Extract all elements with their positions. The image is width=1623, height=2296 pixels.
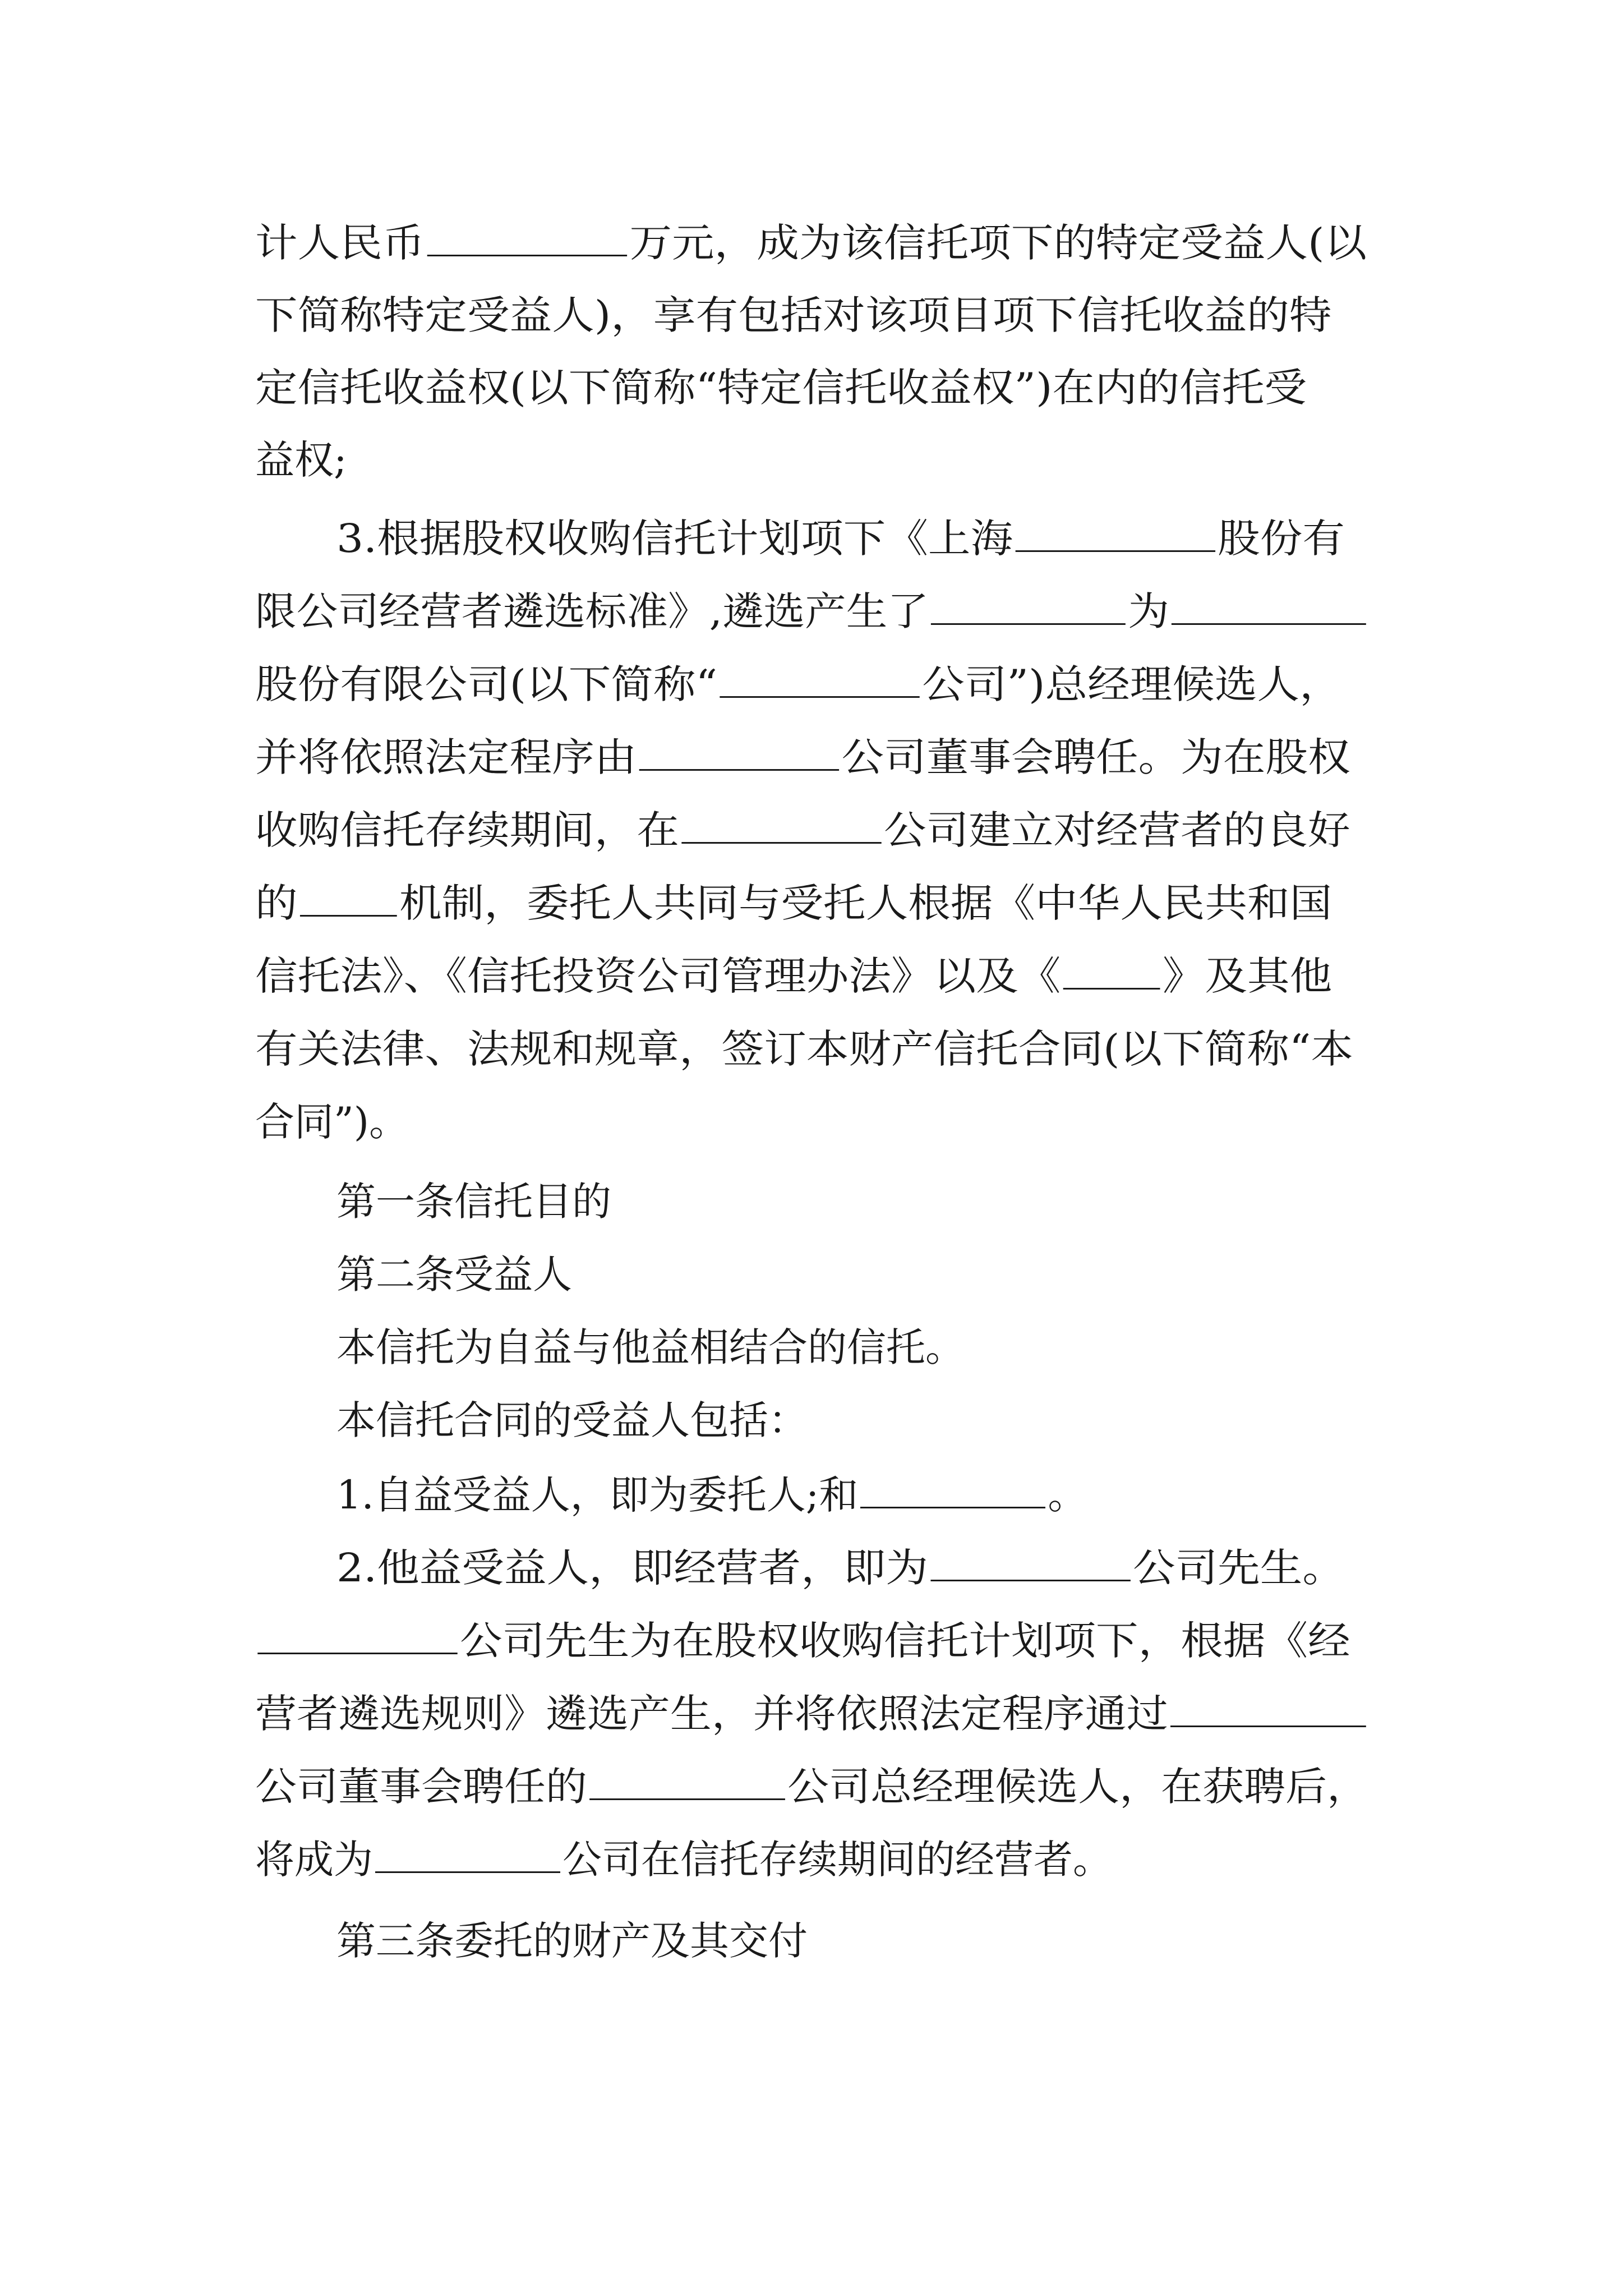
text-segment: 第二条受益人 [336, 1251, 572, 1297]
text-line [336, 510, 1345, 567]
text-line [255, 656, 1342, 712]
text-segment: 股份有限公司(以下简称“ [255, 661, 718, 707]
text-segment: 第一条信托目的 [336, 1179, 611, 1225]
text-line [336, 1174, 611, 1230]
text-line [255, 1021, 1353, 1077]
fill-in-blank[interactable] [1015, 513, 1215, 553]
text-line [255, 1759, 1368, 1815]
text-segment: 的 [255, 880, 298, 926]
text-line [255, 432, 347, 488]
text-line [255, 287, 1331, 343]
text-segment: 本信托合同的受益人包括： [336, 1397, 808, 1443]
text-line [255, 948, 1332, 1004]
fill-in-blank[interactable] [639, 732, 839, 771]
fill-in-blank[interactable] [1172, 586, 1366, 625]
fill-in-blank[interactable] [427, 218, 627, 257]
text-line [255, 802, 1350, 858]
text-segment: 公司总经理候选人，在获聘后， [787, 1764, 1369, 1810]
text-line [336, 1913, 808, 1969]
text-line [255, 875, 1332, 931]
text-segment: 营者遴选规则》遴选产生，并将依照法定程序通过 [255, 1691, 1168, 1737]
text-segment: 股份有 [1218, 516, 1345, 562]
text-line [255, 583, 1368, 639]
text-segment: 。 [1048, 1472, 1087, 1518]
text-line [336, 1392, 808, 1448]
text-line [255, 1832, 1112, 1888]
text-segment: 公司先生。 [1132, 1545, 1345, 1591]
text-segment: 合同”)。 [255, 1099, 409, 1145]
text-segment: 本信托为自益与他益相结合的信托。 [336, 1324, 965, 1370]
text-line [255, 215, 1367, 271]
fill-in-blank[interactable] [720, 659, 919, 698]
fill-in-blank[interactable] [1063, 951, 1160, 990]
fill-in-blank[interactable] [1170, 1688, 1366, 1728]
text-line [255, 1094, 408, 1150]
text-segment: 收购信托存续期间，在 [255, 807, 679, 853]
text-segment: 并将依照法定程序由 [255, 734, 637, 780]
text-segment: 有关法律、法规和规章，签订本财产信托合同(以下简称“本 [255, 1026, 1354, 1072]
text-segment: 公司先生为在股权收购信托计划项下，根据《经 [460, 1618, 1350, 1664]
text-line [255, 1686, 1368, 1742]
text-line [336, 1467, 1087, 1523]
text-segment: 下简称特定受益人)，享有包括对该项目项下信托收益的特 [255, 292, 1332, 338]
text-segment: 定信托收益权(以下简称“特定信托收益权”)在内的信托受 [255, 365, 1307, 411]
text-segment: 机制，委托人共同与受托人根据《中华人民共和国 [399, 880, 1332, 926]
fill-in-blank[interactable] [589, 1761, 785, 1801]
text-segment: 限公司经营者遴选标准》,遴选产生了 [255, 588, 929, 634]
text-segment: 2.他益受益人，即经营者，即为 [336, 1545, 928, 1591]
text-segment: 公司”)总经理候选人， [922, 661, 1342, 707]
text-line [336, 1319, 965, 1375]
text-segment: 万元，成为该信托项下的特定受益人(以 [629, 220, 1367, 266]
text-line [336, 1246, 572, 1303]
text-segment: 公司董事会聘任。为在股权 [841, 734, 1350, 780]
text-segment: 公司在信托存续期间的经营者。 [562, 1837, 1112, 1883]
text-segment: 3.根据股权收购信托计划项下《上海 [336, 516, 1013, 562]
text-line [255, 729, 1350, 785]
text-segment: 计人民币 [255, 220, 425, 266]
fill-in-blank[interactable] [860, 1470, 1045, 1509]
fill-in-blank[interactable] [375, 1834, 560, 1874]
fill-in-blank[interactable] [257, 1616, 457, 1655]
text-segment: 1.自益受益人，即为委托人;和 [336, 1472, 859, 1518]
text-line [255, 1613, 1350, 1669]
text-segment: 为 [1128, 588, 1169, 634]
text-segment: 信托法》、《信托投资公司管理办法》以及《 [255, 953, 1061, 999]
fill-in-blank[interactable] [931, 586, 1126, 625]
text-segment: 》及其他 [1162, 953, 1332, 999]
fill-in-blank[interactable] [300, 878, 397, 917]
text-segment: 将成为 [255, 1837, 373, 1883]
fill-in-blank[interactable] [681, 805, 881, 844]
text-segment: 公司董事会聘任的 [255, 1764, 587, 1810]
text-line [336, 1540, 1345, 1596]
fill-in-blank[interactable] [930, 1543, 1130, 1582]
text-segment: 公司建立对经营者的良好 [884, 807, 1350, 853]
text-line [255, 360, 1307, 416]
text-segment: 第三条委托的财产及其交付 [336, 1918, 808, 1964]
text-segment: 益权; [255, 437, 347, 483]
